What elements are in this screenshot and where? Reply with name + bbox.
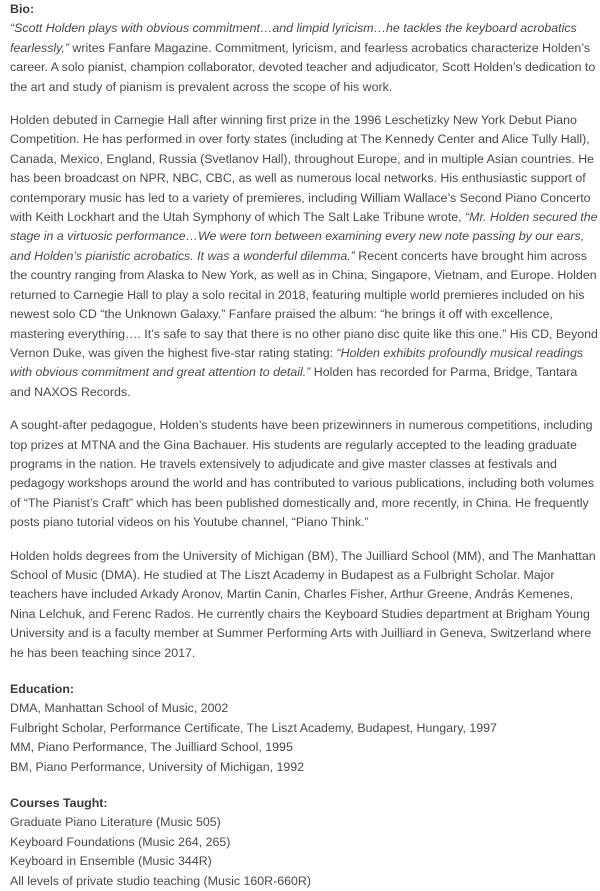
education-item: DMA, Manhattan School of Music, 2002	[10, 701, 229, 716]
course-item: Keyboard in Ensemble (Music 344R)	[10, 854, 212, 869]
fanfare-quote: “Scott Holden plays with obvious commitment…and limpid lyricism…he tackles the keyboard acrobatics fearlessly,”	[10, 21, 577, 55]
education-list	[10, 699, 598, 777]
course-item: Keyboard Foundations (Music 264, 265)	[10, 834, 231, 849]
bio-paragraph-career	[10, 111, 598, 402]
education-item: Fulbright Scholar, Performance Certificate, The Liszt Academy, Budapest, Hungary, 1997	[10, 720, 497, 735]
courses-list	[10, 813, 598, 891]
tribune-quote: “Mr. Holden secured the stage in a virtuosic performance…We were torn between examining every new note passing by our ears, and Holden’s pianistic acrobatics. It was a wonderful dilemma.”	[10, 210, 598, 263]
vernon-duke-quote: “Holden exhibits profoundly musical readings with obvious commitment and great attention to detail.”	[10, 345, 584, 380]
course-item: All levels of private studio teaching (Music 160R-660R)	[10, 873, 311, 888]
bio-paragraph-intro	[10, 19, 598, 97]
education-item: BM, Piano Performance, University of Michigan, 1992	[10, 759, 305, 774]
bio-paragraph-pedagogy: A sought-after pedagogue, Holden’s students have been prizewinners in numerous competitions, including top prizes at MTNA and the Gina Bachauer. His students are regularly accepted to the leading graduate programs in the nation. He travels extensively to adjudicate and give master classes at festivals and pedagogy workshops around the world and has contributed to various publications, including both volumes of “The Pianist’s Craft” which has been published domestically and, more recently, in China. He frequently posts piano tutorial videos on his Youtube channel, “Piano Think.”	[10, 418, 595, 530]
courses-heading: Courses Taught:	[10, 796, 108, 811]
education-item: MM, Piano Performance, The Juilliard School, 1995	[10, 740, 293, 755]
course-item: Graduate Piano Literature (Music 505)	[10, 815, 221, 830]
education-heading: Education:	[10, 682, 75, 696]
career-text-b: Recent concerts have brought him across the country ranging from Alaska to New York, as well as in China, Singapore, Vietnam, and Europe. Holden returned to Carnegie Hall to play a solo recital in 2018, featuring multiple world premieres included on his newest solo CD “the Unknown Galaxy.” Fanfare praised the album: “he brings it off with excellence, mastering everything…. It’s safe to say that there is no other piano disc quite like this one.” His CD, Beyond Vernon Duke, was given the highest five-star rating stating:	[10, 248, 598, 360]
bio-heading: Bio:	[10, 2, 35, 16]
career-text-a: Holden debuted in Carnegie Hall after winning first prize in the 1996 Leschetizky New York Debut Piano Competition. He has performed in over forty states (including at The Kennedy Center and Alice Tully Hall), Canada, Mexico, England, Russia (Svetlanov Hall), throughout Europe, and in multiple Asian countries. He has been broadcast on NPR, NBC, CBC, as well as numerous local networks. His enthusiastic support of contemporary music has led to a variety of premieres, including William Wallace’s Second Piano Concerto with Keith Lockhart and the Utah Symphony of which The Salt Lake Tribune wrote,	[10, 113, 595, 225]
bio-paragraph-degrees: Holden holds degrees from the University of Michigan (BM), The Juilliard School (MM), and The Manhattan School of Music (DMA). He studied at The Liszt Academy in Budapest as a Fulbright Scholar. Major teachers have included Arkady Aronov, Martin Canin, Charles Fisher, Arthur Greene, András Kemenes, Nina Lelchuk, and Ferenc Rados. He currently chairs the Keyboard Studies department at Brigham Young University and is a faculty member at Summer Performing Arts with Juilliard in Geneva, Switzerland where he has been teaching since 2017.	[10, 548, 596, 660]
career-text-c: Holden has recorded for Parma, Bridge, Tantara and NAXOS Records.	[10, 365, 578, 399]
intro-text: writes Fanfare Magazine. Commitment, lyricism, and fearless acrobatics characterize Holden’s career. A solo pianist, champion collaborator, devoted teacher and adjudicator, Scott Holden’s dedication to the art and study of pianism is prevalent across the scope of his work.	[10, 40, 596, 94]
